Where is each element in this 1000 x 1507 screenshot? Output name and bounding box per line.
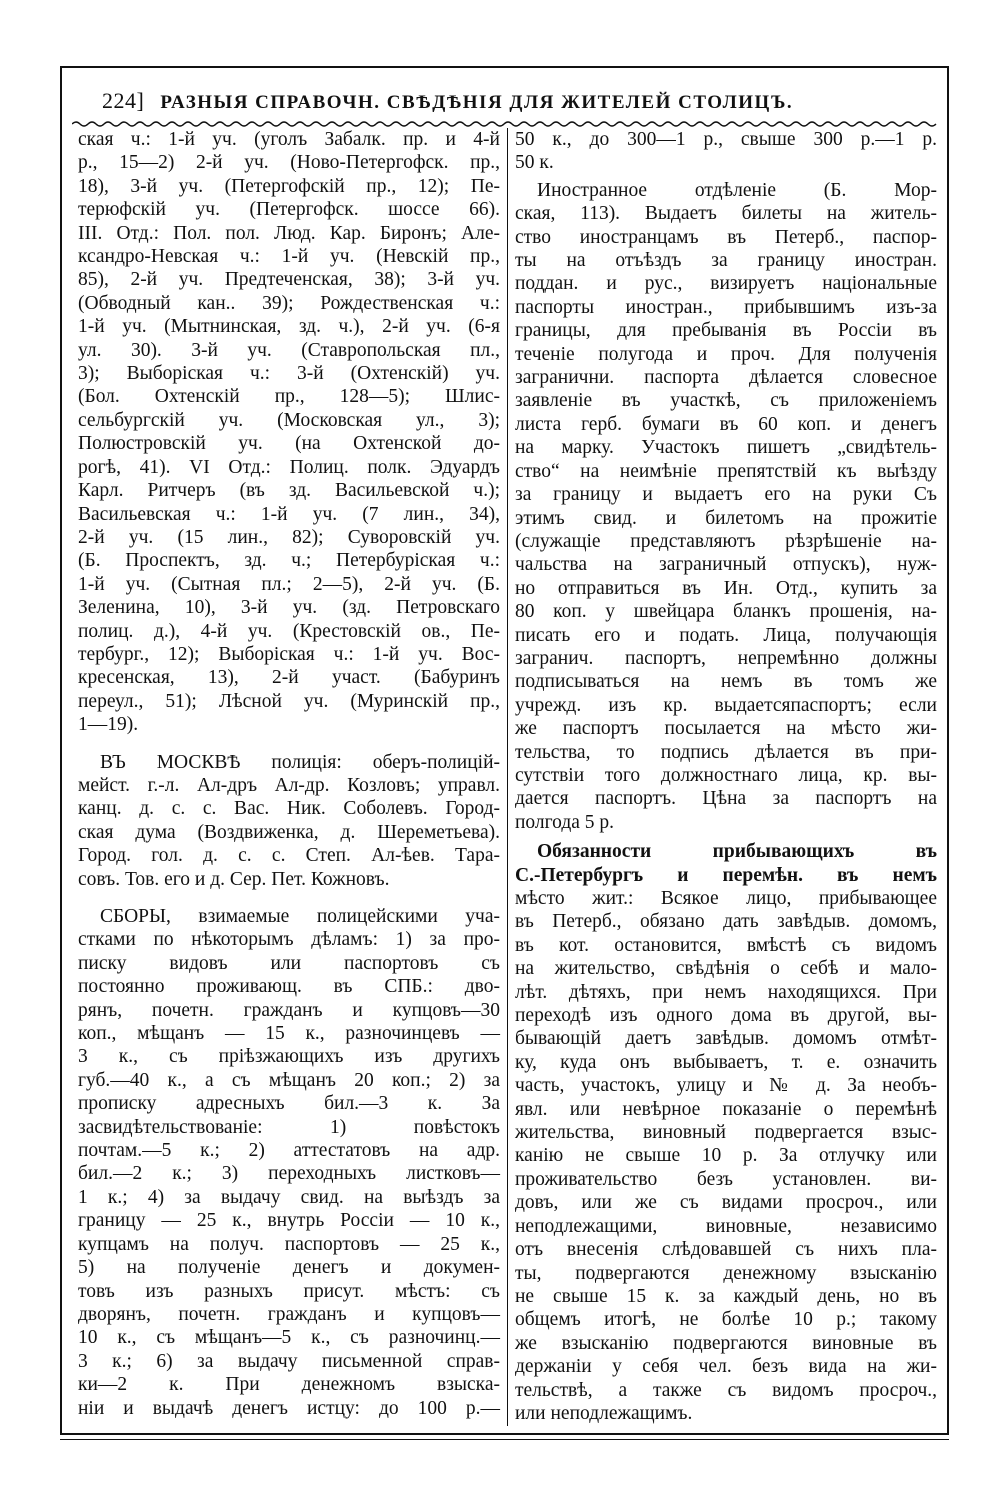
text-line: товъ изъ разныхъ присут. мѣстъ: съ (78, 1280, 500, 1302)
text-line: мѣсто жит.: Всякое лицо, прибывающее (515, 888, 937, 909)
moscow-police-section (78, 751, 500, 891)
text-line: же паспортъ посылается на мѣсто жи- (515, 718, 937, 740)
text-line: 1 к.; 4) за выдачу свид. на выѣздъ за (78, 1186, 500, 1208)
text-line: ки—2 к. При денежномъ взыска- (78, 1374, 500, 1396)
text-line: Зеленина, 10), 3-й уч. (зд. Петровскаго (78, 597, 500, 619)
text-line: дворянъ, почетн. гражданъ и купцовъ— (78, 1303, 500, 1325)
text-line: 3 к.; 6) за выдачу письменной справ- (78, 1350, 500, 1372)
text-line: III. Отд.: Пол. пол. Люд. Кар. Биронъ; Але- (78, 222, 500, 244)
text-line: постоянно проживающ. въ СПБ.: дво- (78, 976, 500, 998)
text-line: загранич. паспортъ, непремѣнно должны (515, 647, 937, 669)
text-line: (служащіе представляютъ рѣзрѣшеніе на- (515, 530, 937, 552)
text-line: (Бол. Охтенскій пр., 128—5); Шлис- (78, 386, 500, 408)
text-line: поддан. и рус., визируетъ національные (515, 273, 937, 295)
text-line: границу — 25 к., внутрь Россіи — 10 к., (78, 1210, 500, 1232)
text-line: переходѣ изъ одного дома въ другой, вы- (515, 1005, 937, 1027)
text-line: Обязанности прибывающихъ въ (537, 841, 937, 863)
text-line: теченіе полугода и проч. Для полученія (515, 343, 937, 365)
text-line: въ Петерб., обязано дать завѣдыв. домомъ, (515, 911, 937, 933)
text-line: стками по нѣкоторымъ дѣламъ: 1) за про- (78, 929, 500, 951)
bottom-rule (60, 1433, 949, 1435)
text-line: Город. гол. д. с. с. Степ. Ал-ѣев. Тара- (78, 845, 500, 867)
text-line: же взысканію подвергаются виновные въ (515, 1332, 937, 1354)
text-line: ніи и выдачѣ денегъ истцу: до 100 р.— (78, 1397, 500, 1419)
text-line: совъ. Тов. его и д. Сер. Пет. Кожновъ. (78, 868, 390, 890)
text-line: 3); Выборіская ч.: 3-й (Охтенскій) уч. (78, 363, 500, 385)
text-line: 3 к., съ пріѣзжающихъ изъ другихъ (78, 1046, 500, 1068)
text-line: явл. или невѣрное показаніе о перемѣнѣ (515, 1098, 937, 1120)
text-line: коп., мѣщанъ — 15 к., разночинцевъ — (78, 1023, 500, 1045)
text-line: дается паспортъ. Цѣна за паспортъ на (515, 788, 937, 810)
text-line: проживательство безъ установлен. ви- (515, 1168, 937, 1190)
text-line: 2-й уч. (15 лин., 82); Суворовскій уч. (78, 526, 500, 548)
text-line: лѣт. дѣтяхъ, при немъ находящихся. При (515, 981, 937, 1003)
fees-continuation (515, 128, 937, 175)
text-line: ская, 113). Выдаетъ билеты на житель- (515, 203, 937, 225)
text-line: ство иностранцамъ въ Петерб., паспор- (515, 226, 937, 248)
text-line: 5) на полученіе денегъ и докумен- (78, 1257, 500, 1279)
text-line: 80 коп. у швейцара бланкъ прошенія, на- (515, 601, 937, 623)
text-line: 1—19). (78, 714, 139, 736)
text-line: канію не свыше 10 р. За отлучку или (515, 1145, 937, 1167)
text-line: Полюстровскій уч. (на Охтенской до- (78, 433, 500, 455)
text-line: въ кот. остановится, вмѣстѣ съ видомъ (515, 934, 937, 956)
text-line: бывающій даетъ завѣдыв. домомъ отмѣт- (515, 1028, 937, 1050)
text-line: часть, участокъ, улицу и № д. За необъ- (515, 1075, 937, 1097)
text-line: паспорты иностран., прибывшимъ изъ-за (515, 296, 937, 318)
text-line: мейст. г.-л. Ал-дръ Ал-др. Козловъ; управл. (78, 774, 500, 796)
text-line: бил.—2 к.; 3) переходныхъ листковъ— (78, 1163, 500, 1185)
text-line: Васильевская ч.: 1-й уч. (7 лин., 34), (78, 503, 500, 525)
text-line: сутствіи того должностнаго лица, кр. вы- (515, 764, 937, 786)
text-line: канц. д. с. с. Вас. Ник. Соболевъ. Город- (78, 798, 500, 820)
text-line: ская дума (Воздвиженка, д. Шереметьева). (78, 821, 500, 843)
bottom-rule-thin (60, 1439, 949, 1440)
text-line: ская ч.: 1-й уч. (уголъ Забалк. пр. и 4-й (78, 129, 500, 150)
text-line: ты на отъѣздъ за границу иностран. (515, 250, 937, 272)
text-line: СБОРЫ, взимаемые полицейскими уча- (100, 906, 500, 927)
text-line: р., 15—2) 2-й уч. (Ново-Петергофск. пр., (78, 152, 500, 174)
text-line: (Б. Проспектъ, зд. ч.; Петербуріская ч.: (78, 550, 500, 572)
text-line: общемъ итогѣ, не болѣе 10 р.; такому (515, 1309, 937, 1331)
text-line: сельбургскій уч. (Московская ул., 3); (78, 409, 500, 431)
text-line: ство“ на неимѣніе препятствій къ выѣзду (515, 460, 937, 482)
text-line: на жительство, свѣдѣнія о себѣ и мало- (515, 958, 937, 980)
text-line: переул., 51); Лѣсной уч. (Муринскій пр., (78, 690, 500, 712)
text-line: ку, куда онъ выбываетъ, т. е. означить (515, 1051, 937, 1073)
arrival-duties-section (515, 840, 937, 1425)
text-line: загранични. паспорта дѣлается словесное (515, 367, 937, 389)
text-line: этимъ свид. и билетомъ на прожитіе (515, 507, 937, 529)
text-line: подписываться на немъ въ томъ же (515, 671, 937, 693)
text-line: за границу и выдаетъ его на руки Съ (515, 484, 937, 506)
text-line: терюфскій уч. (Петергофск. шоссе 66). (78, 199, 500, 221)
running-title: РАЗНЫЯ СПРАВОЧН. СВѢДѢНІЯ ДЛЯ ЖИТЕЛЕЙ СТОЛИЦЪ. (160, 92, 794, 113)
text-line: писку видовъ или паспортовъ съ (78, 952, 500, 974)
text-line: 1-й уч. (Сытная пл.; 2—5), 2-й уч. (Б. (78, 573, 500, 595)
text-line: листа герб. бумаги въ 60 коп. и денегъ (515, 413, 937, 435)
text-line: полиц. д.), 4-й уч. (Крестовскій ов., Пе- (78, 620, 500, 642)
text-line: С.-Петербургъ и перемѣн. въ немъ (515, 864, 937, 886)
text-line: засвидѣтельствованіе: 1) повѣстокъ (78, 1116, 500, 1138)
text-line: неподлежащими, виновные, независимо (515, 1215, 937, 1237)
text-line: полгода 5 р. (515, 811, 615, 833)
text-line: но отправиться въ Ин. Отд., купить за (515, 577, 937, 599)
text-line: ул. 30). 3-й уч. (Ставропольская пл., (78, 339, 500, 361)
text-line: купцамъ на получ. паспортовъ — 25 к., (78, 1233, 500, 1255)
page-header (80, 88, 930, 118)
text-line: Карл. Ритчеръ (въ зд. Васильевской ч.); (78, 480, 500, 502)
text-line: 10 к., съ мѣщанъ—5 к., съ разночинц.— (78, 1327, 500, 1349)
text-line: чальства на заграничный отпускъ), нуж- (515, 554, 937, 576)
page-number: 224] (102, 88, 145, 113)
text-line: рогѣ, 41). VI Отд.: Полиц. полк. Эдуардъ (78, 456, 500, 478)
text-line: рянъ, почетн. гражданъ и купцовъ—30 (78, 999, 500, 1021)
text-line: или неподлежащимъ. (515, 1402, 693, 1424)
text-line: тербург., 12); Выборіская ч.: 1-й уч. Вос- (78, 643, 500, 665)
column-divider (507, 128, 508, 1426)
text-line: губ.—40 к., а съ мѣщанъ 20 коп.; 2) за (78, 1069, 500, 1091)
text-line: ВЪ МОСКВѢ полиція: оберъ-полицій- (100, 751, 500, 773)
text-line: прописку адресныхъ бил.—3 к. За (78, 1093, 500, 1115)
text-line: 50 к., до 300—1 р., свыше 300 р.—1 р. (515, 129, 937, 150)
text-line: держаніи у себя чел. безъ вида на жи- (515, 1356, 937, 1378)
text-line: (Обводный кан.. 39); Рождественская ч.: (78, 292, 500, 314)
text-line: тельствѣ, а также съ видомъ просроч., (515, 1379, 937, 1401)
text-line: учрежд. изъ кр. выдаетсяпаспортъ; если (515, 694, 937, 716)
police-districts-text (78, 128, 500, 737)
text-line: ксандро-Невская ч.: 1-й уч. (Невскій пр., (78, 246, 500, 268)
text-line: 50 к. (515, 152, 554, 174)
text-line: 18), 3-й уч. (Петергофскій пр., 12); Пе- (78, 175, 500, 197)
text-line: на марку. Участокъ пишетъ „свидѣтель- (515, 437, 937, 459)
text-line: 85), 2-й уч. Предтеченская, 38); 3-й уч. (78, 269, 500, 291)
text-line: Иностранное отдѣленіе (Б. Мор- (537, 179, 937, 201)
text-line: писать его и подать. Лица, получающія (515, 624, 937, 646)
text-line: 1-й уч. (Мытнинская, зд. ч.), 2-й уч. (6-я (78, 316, 500, 338)
foreign-department-section (515, 179, 937, 834)
text-line: кресенская, 13), 2-й участ. (Бабуринъ (78, 667, 500, 689)
text-line: тельства, то подпись дѣлается въ при- (515, 741, 937, 763)
text-line: довъ, или же съ видами просроч., или (515, 1192, 937, 1214)
fees-section (78, 905, 500, 1420)
text-line: почтам.—5 к.; 2) аттестатовъ на адр. (78, 1140, 500, 1162)
text-line: отъ внесенія слѣдовавшей съ нихъ пла- (515, 1239, 937, 1261)
left-column (78, 128, 500, 1420)
text-line: жительства, виновный подвергается взыс- (515, 1122, 937, 1144)
text-line: не свыше 15 к. за каждый день, но въ (515, 1285, 937, 1307)
text-line: границы, для пребыванія въ Россіи въ (515, 320, 937, 342)
text-line: ты, подвергаются денежному взысканію (515, 1262, 937, 1284)
right-column (515, 128, 937, 1425)
text-line: заявленіе въ участкѣ, съ приложеніемъ (515, 390, 937, 412)
